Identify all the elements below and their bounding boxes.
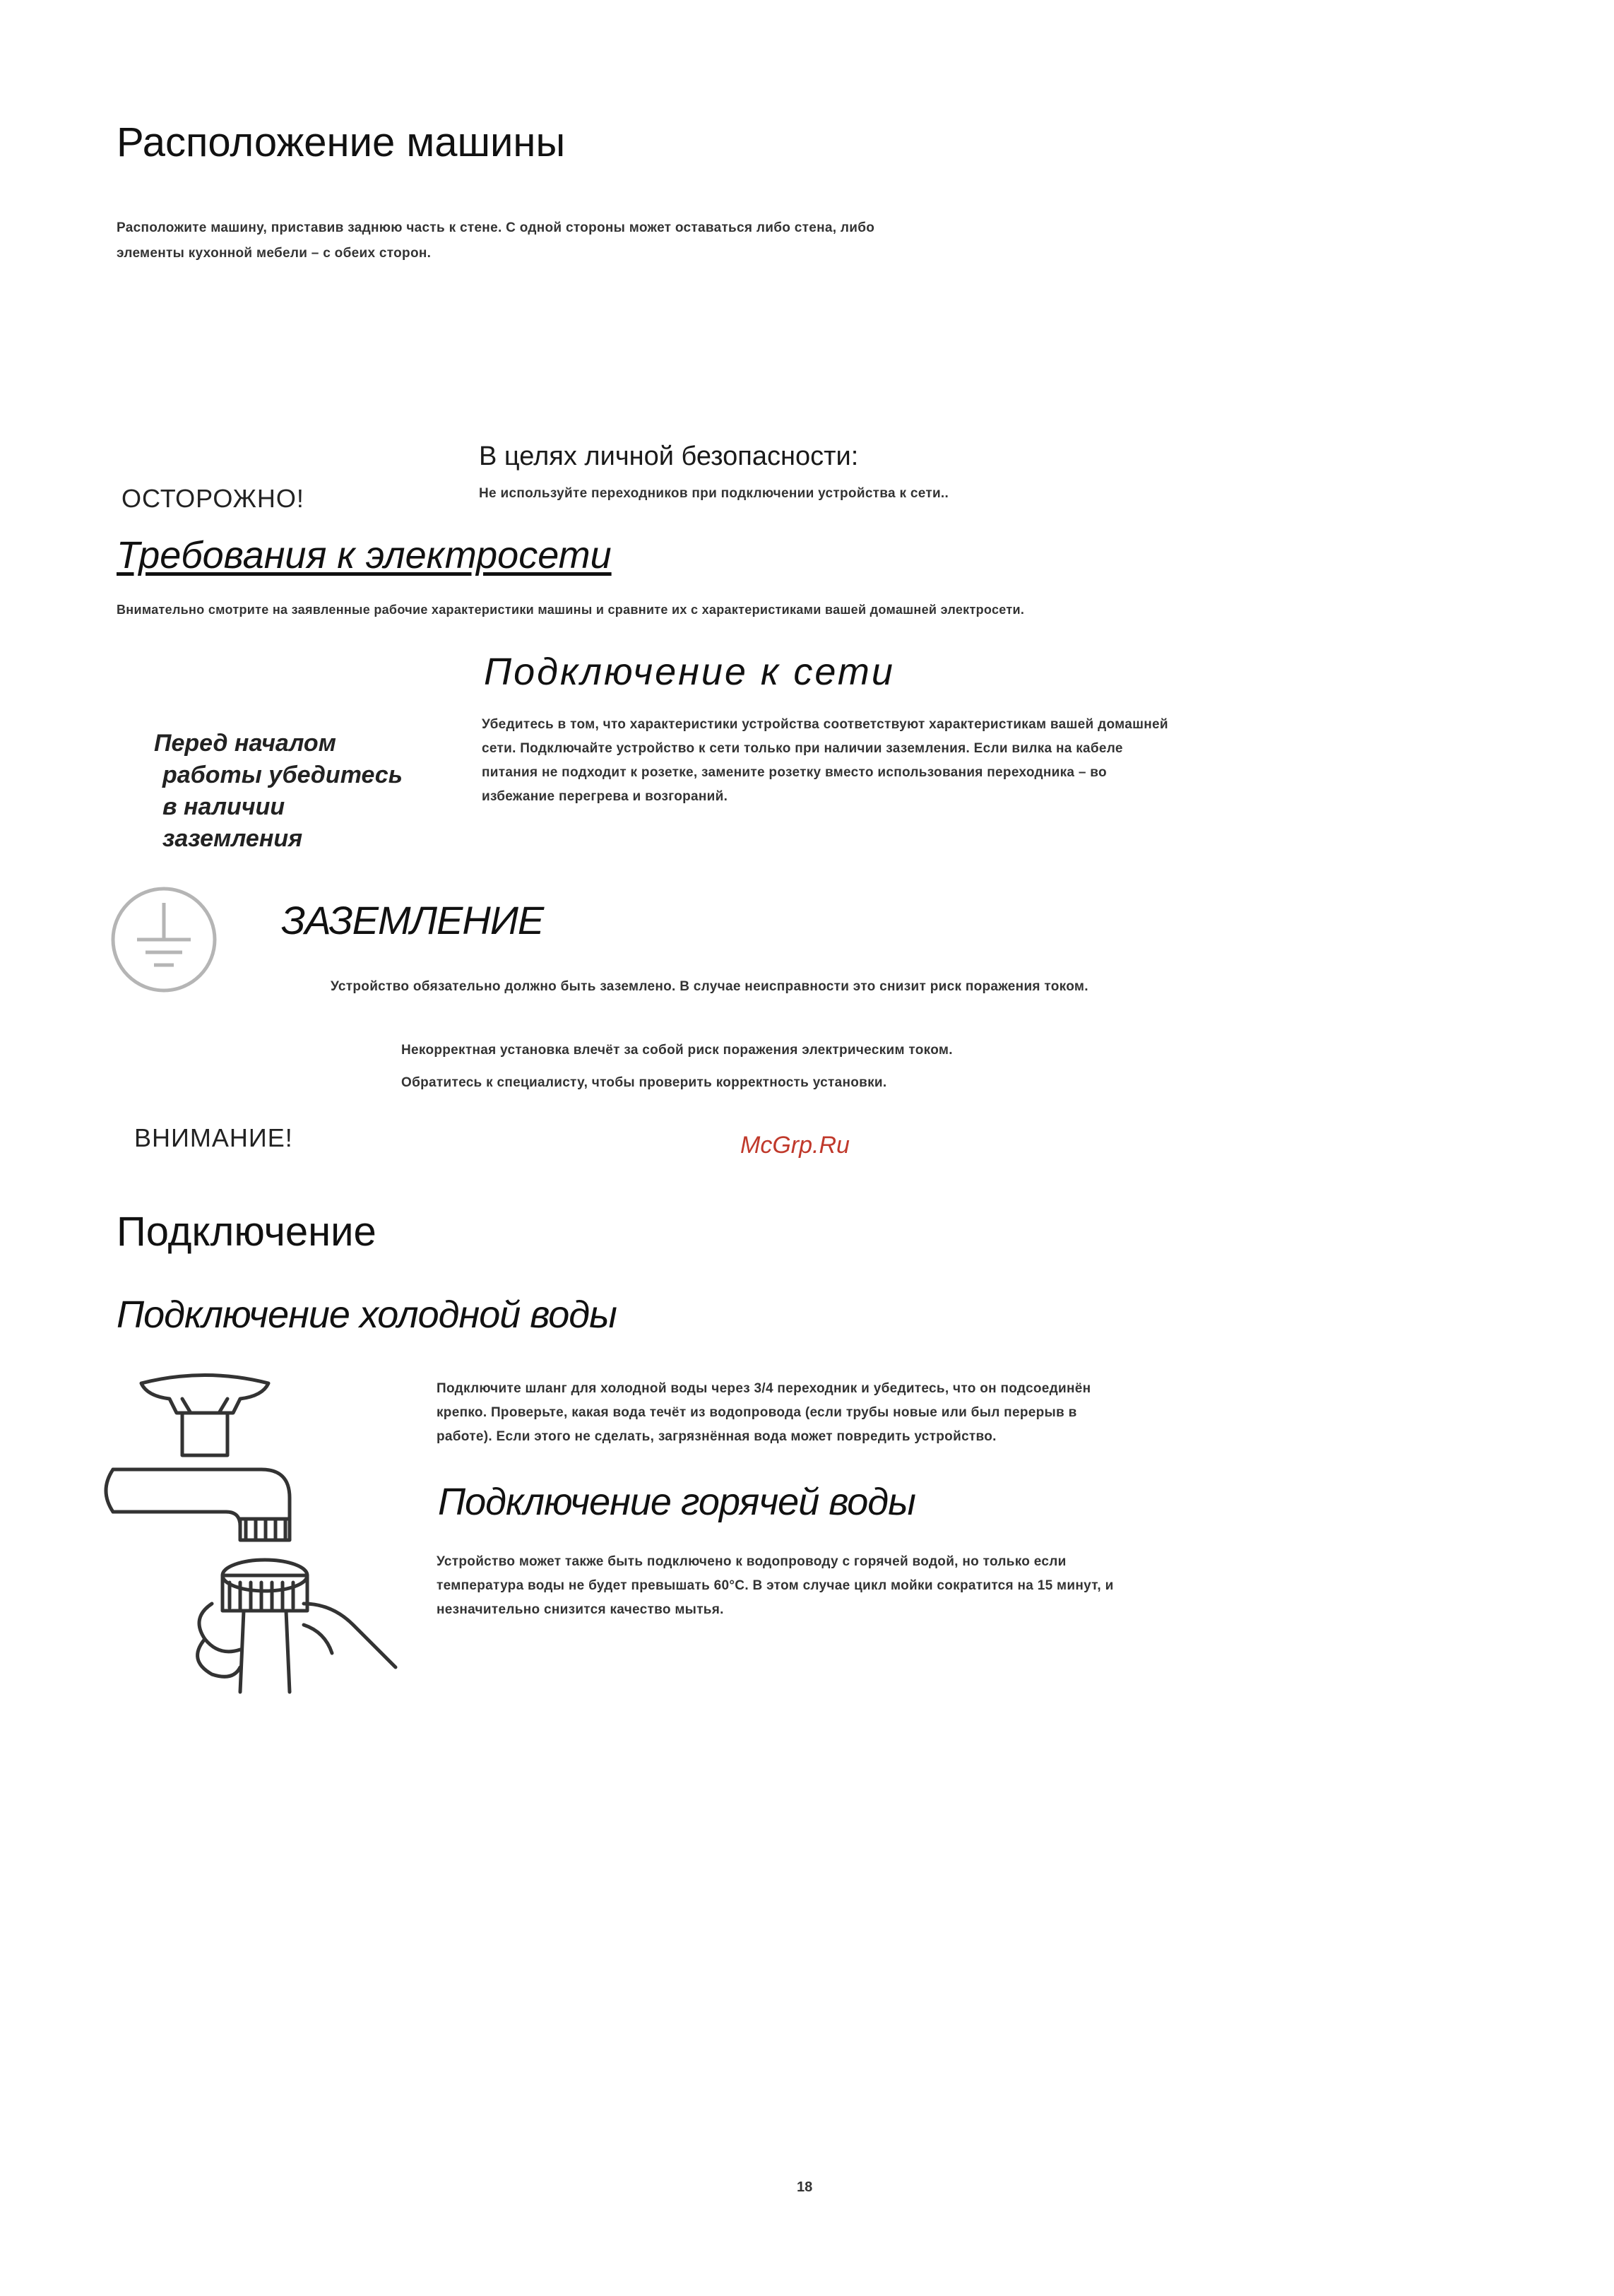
connection-network-line-1: Убедитесь в том, что характеристики устройства соответствуют характеристикам вашей домашней (482, 717, 1168, 732)
connection-network-line-3: питания не подходит к розетке, замените розетку вместо использования переходника – во (482, 765, 1107, 780)
warning-text (401, 1036, 953, 1098)
power-requirements-title: Требования к электросети (117, 534, 612, 576)
cold-water-line-1: Подключите шланг для холодной воды через 3/4 переходник и убедитесь, что он подсоединён (437, 1381, 1091, 1396)
hot-water-line-2: температура воды не будет превышать 60°C. В этом случае цикл мойки сократится на 15 минут, и (437, 1578, 1114, 1593)
cold-water-title: Подключение холодной воды (117, 1294, 617, 1336)
connection-network-title: Подключение к сети (484, 651, 895, 693)
cold-water-text (437, 1374, 1091, 1452)
ground-symbol-icon (107, 883, 220, 996)
cold-water-line-2: крепко. Проверьте, какая вода течёт из водопровода (если трубы новые или был перерыв в (437, 1405, 1077, 1420)
hot-water-text (437, 1547, 1114, 1625)
side-note-line-4: заземления (162, 825, 303, 852)
placement-title: Расположение машины (117, 119, 566, 165)
side-note-line-2: работы убедитесь (162, 762, 403, 788)
warning-text-line-1: Некорректная установка влечёт за собой риск поражения электрическим током. (401, 1043, 953, 1058)
connection-title: Подключение (117, 1209, 376, 1255)
caution-label: ОСТОРОЖНО! (121, 484, 304, 513)
watermark: McGrp.Ru (740, 1132, 850, 1159)
warning-label: ВНИМАНИЕ! (134, 1123, 293, 1152)
grounding-side-note (154, 728, 403, 855)
connection-network-line-2: сети. Подключайте устройство к сети только при наличии заземления. Если вилка на кабеле (482, 741, 1123, 756)
faucet-hose-illustration (99, 1371, 403, 1696)
safety-text: Не используйте переходников при подключении устройства к сети.. (479, 486, 949, 501)
hot-water-title: Подключение горячей воды (438, 1481, 915, 1523)
cold-water-line-3: работе). Если этого не сделать, загрязнённая вода может повредить устройство. (437, 1429, 997, 1444)
side-note-line-3: в наличии (162, 793, 285, 820)
side-note-line-1: Перед началом (154, 730, 336, 757)
placement-text-line-2: элементы кухонной мебели – с обеих сторон. (117, 246, 432, 261)
grounding-title: ЗАЗЕМЛЕНИЕ (281, 898, 544, 942)
hot-water-line-3: незначительно снизится качество мытья. (437, 1602, 724, 1617)
placement-text (117, 213, 874, 268)
grounding-text: Устройство обязательно должно быть заземлено. В случае неисправности это снизит риск поражения током. (331, 979, 1088, 994)
hot-water-line-1: Устройство может также быть подключено к водопроводу с горячей водой, но только если (437, 1554, 1067, 1569)
power-requirements-text: Внимательно смотрите на заявленные рабочие характеристики машины и сравните их с характеристиками вашей домашней электросети. (117, 603, 1025, 617)
page-number: 18 (797, 2179, 813, 2195)
connection-network-line-4: избежание перегрева и возгораний. (482, 789, 728, 804)
safety-heading: В целях личной безопасности: (479, 442, 859, 471)
placement-text-line-1: Расположите машину, приставив заднюю часть к стене. С одной стороны может оставаться либо стена, либо (117, 220, 875, 235)
connection-network-text (482, 710, 1168, 812)
warning-text-line-2: Обратитесь к специалисту, чтобы проверить корректность установки. (401, 1075, 887, 1090)
